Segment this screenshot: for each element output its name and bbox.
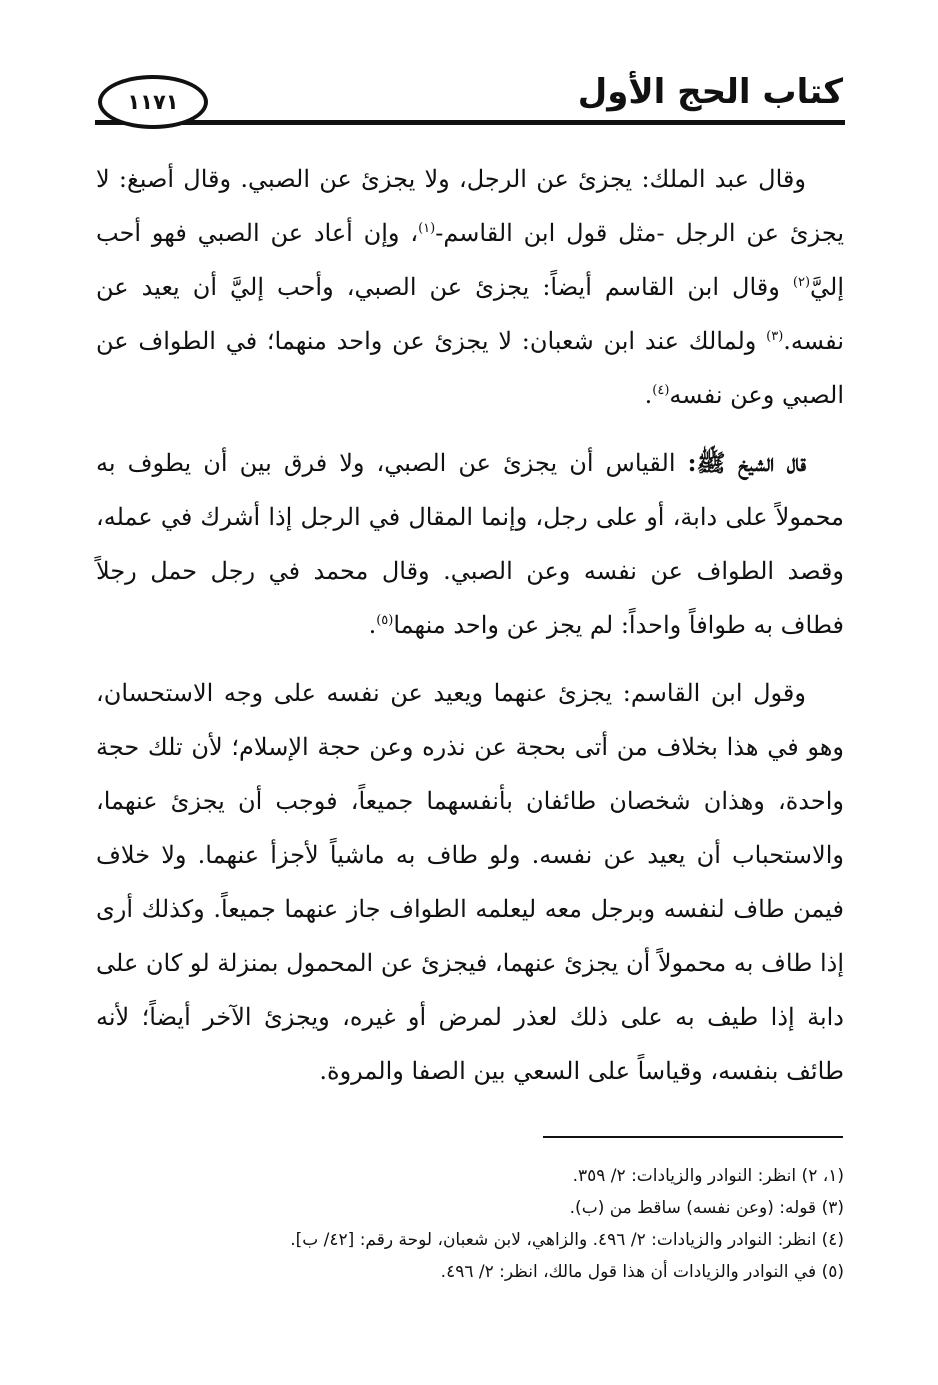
text-run: . bbox=[368, 611, 377, 639]
footnote-ref-4: (٤) bbox=[652, 383, 670, 398]
text-run: ، وإن أعاد عن الصبي فهو أحب إليَّ bbox=[96, 219, 844, 301]
paragraph-1 bbox=[96, 152, 844, 422]
text-run: . bbox=[644, 381, 653, 409]
paragraph-2 bbox=[96, 436, 844, 652]
footnote-1: (١، ٢) انظر: النوادر والزيادات: ٢/ ٣٥٩. bbox=[572, 1166, 844, 1186]
footnote-ref-2: (٢) bbox=[792, 275, 811, 290]
paragraph-3: وقول ابن القاسم: يجزئ عنهما ويعيد عن نفسه على وجه الاستحسان، وهو في هذا بخلاف من أتى بحجة عن نذره وعن حجة الإسلام؛ لأن تلك حجة واحدة، وهذان شخصان طائفان بأنفسهما جميعاً، فوجب أن يجزئ عنهما، والاستحباب أن يعيد عن نفسه. ولو طاف به ماشياً لأجزأ عنهما. ولا خلاف فيمن طاف لنفسه وبرجل معه ليعلمه الطواف جاز عنهما جميعاً. وكذلك أرى إذا طاف به محمولاً أن يجزئ عنهما، فيجزئ عن المحمول بمنزلة لو كان على دابة إذا طيف به على ذلك لعذر لمرض أو غيره، ويجزئ الآخر أيضاً؛ لأنه طائف بنفسه، وقياساً على السعي بين الصفا والمروة. bbox=[96, 679, 845, 1085]
book-title: كتاب الحج الأول bbox=[577, 72, 843, 112]
page-number-badge bbox=[98, 75, 208, 129]
footnote-ref-3: (٣) bbox=[766, 329, 784, 344]
footnote-4: (٥) في النوادر والزيادات أن هذا قول مالك، انظر: ٢/ ٤٩٦. bbox=[440, 1262, 844, 1282]
footnote-3: (٤) انظر: النوادر والزيادات: ٢/ ٤٩٦. والزاهي، لابن شعبان، لوحة رقم: [٤٢/ ب]. bbox=[290, 1230, 844, 1250]
paragraph-lead: قال الشيخ ﷺ: bbox=[687, 448, 807, 477]
text-run: وقال عبد الملك: يجزئ عن الرجل، ولا يجزئ عن الصبي. وقال أصبغ: لا يجزئ عن الرجل -مثل قول ابن القاسم- bbox=[96, 165, 844, 247]
text-run: القياس أن يجزئ عن الصبي، ولا فرق بين أن يطوف به محمولاً على دابة، أو على رجل، وإنما المقال في الرجل إذا أشرك في عمله، وقصد الطواف عن نفسه وعن الصبي. وقال محمد في رجل حمل رجلاً فطاف به طوافاً واحداً: لم يجز عن واحد منهما bbox=[96, 449, 844, 639]
main-text bbox=[96, 152, 844, 1112]
footnote-separator bbox=[543, 1136, 843, 1138]
header-rule bbox=[95, 120, 845, 125]
page-number: ١١٧١ bbox=[127, 90, 179, 114]
footnote-ref-1: (١) bbox=[418, 221, 436, 236]
text-run: ولمالك عند ابن شعبان: لا يجزئ عن واحد منهما؛ في الطواف عن الصبي وعن نفسه bbox=[96, 327, 844, 409]
footnote-ref-5: (٥) bbox=[376, 613, 394, 628]
footnote-2: (٣) قوله: (وعن نفسه) ساقط من (ب). bbox=[569, 1198, 844, 1218]
text-run: وقال ابن القاسم أيضاً: يجزئ عن الصبي، وأحب إليَّ أن يعيد عن نفسه. bbox=[96, 273, 844, 355]
footnotes bbox=[96, 1160, 844, 1288]
